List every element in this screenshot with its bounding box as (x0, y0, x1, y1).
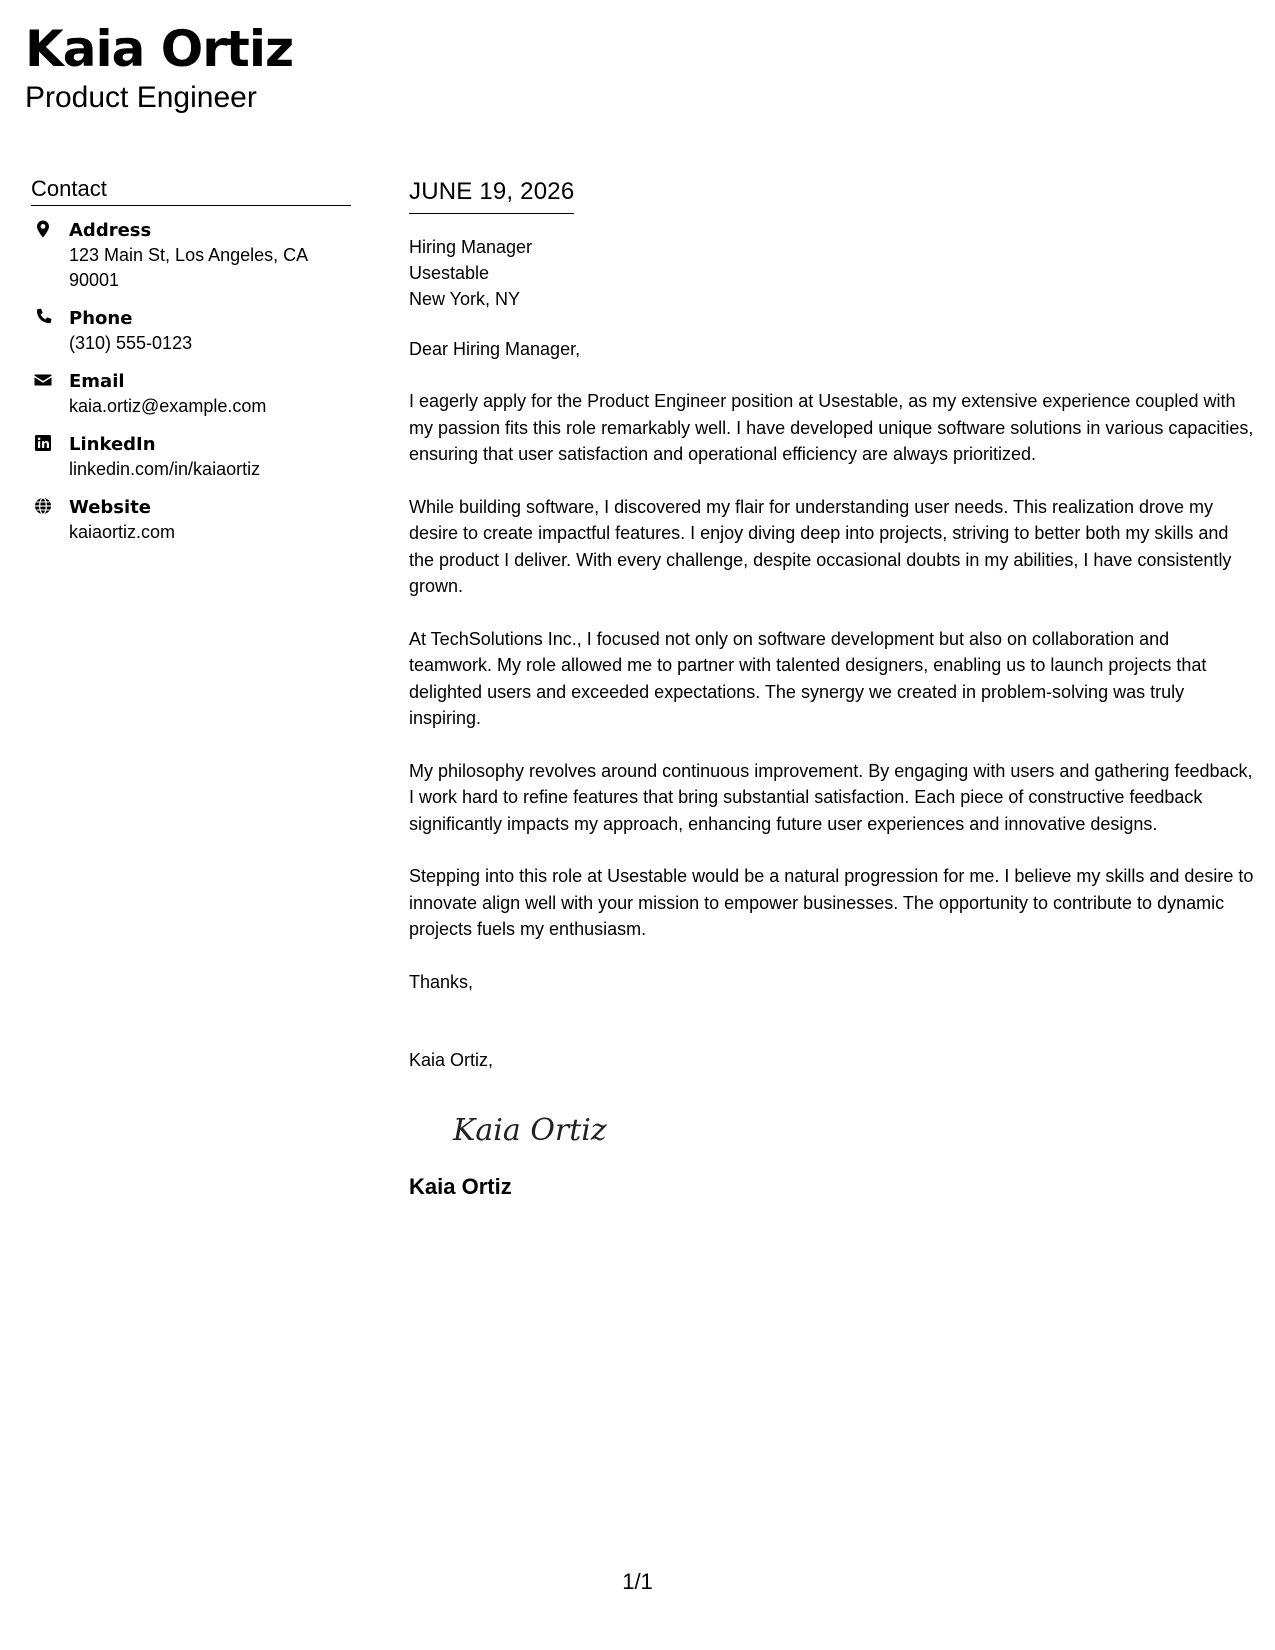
applicant-name: Kaia Ortiz (25, 20, 294, 78)
email-value: kaia.ortiz@example.com (69, 396, 267, 417)
contact-label: Email (69, 371, 125, 393)
contact-item-phone (31, 306, 351, 356)
contact-item-website (31, 495, 351, 545)
contact-label: Address (69, 220, 152, 242)
page-number: 1/1 (622, 1569, 653, 1594)
contact-sidebar (31, 176, 351, 558)
linkedin-icon (33, 433, 53, 453)
closing: Thanks, (409, 971, 474, 992)
signoff-name: Kaia Ortiz, (409, 1050, 494, 1071)
envelope-icon (33, 370, 53, 390)
map-pin-icon (33, 219, 53, 239)
contact-label: LinkedIn (69, 434, 156, 456)
contact-item-email (31, 369, 351, 419)
recipient-line: Hiring Manager (409, 236, 533, 257)
letter-date: JUNE 19, 2026 (409, 178, 574, 214)
body-paragraph: I eagerly apply for the Product Engineer position at Usestable, as my extensive experience coupled with my passion fits this role remarkably well. I have developed unique software solutions in various capacities, ensuring that user satisfaction and operational efficiency are always prioritized. (409, 391, 1254, 465)
contact-heading: Contact (31, 176, 351, 206)
body-paragraph: While building software, I discovered my flair for understanding user needs. This realization drove my desire to create impactful features. I enjoy diving deep into projects, striving to better both my skills and the product I deliver. With every challenge, despite occasional doubts in my abilities, I have consistently grown. (409, 496, 1232, 597)
letter-body (409, 178, 1254, 1200)
recipient-line: New York, NY (409, 288, 521, 309)
contact-label: Website (69, 497, 152, 519)
body-paragraph: At TechSolutions Inc., I focused not only on software development but also on collaboration and teamwork. My role allowed me to partner with talented designers, enabling us to launch projects that delighted users and exceeded expectations. The synergy we created in problem-solving was truly inspiring. (409, 628, 1207, 729)
body-paragraph: Stepping into this role at Usestable would be a natural progression for me. I believe my skills and desire to innovate align well with your mission to empower businesses. The opportunity to contribute to dynamic projects fuels my enthusiasm. (409, 866, 1254, 940)
website-value: kaiaortiz.com (69, 522, 176, 543)
phone-icon (33, 307, 53, 327)
contact-label: Phone (69, 308, 133, 330)
phone-value: (310) 555-0123 (69, 333, 193, 354)
globe-icon (33, 496, 53, 516)
signer-name: Kaia Ortiz (409, 1173, 512, 1199)
applicant-role: Product Engineer (25, 81, 257, 114)
recipient-block (409, 234, 1254, 312)
salutation: Dear Hiring Manager, (409, 338, 581, 359)
handwritten-signature (449, 1104, 629, 1154)
contact-item-linkedin (31, 432, 351, 482)
body-paragraph: My philosophy revolves around continuous improvement. By engaging with users and gathering feedback, I work hard to refine features that bring substantial satisfaction. Each piece of constructive feedback significantly impacts my approach, enhancing future user experiences and innovative designs. (409, 760, 1253, 834)
address-value: 123 Main St, Los Angeles, CA 90001 (69, 245, 308, 291)
signature-text: Kaia Ortiz (453, 1112, 607, 1148)
recipient-line: Usestable (409, 262, 490, 283)
linkedin-value: linkedin.com/in/kaiaortiz (69, 459, 261, 480)
contact-item-address (31, 218, 351, 293)
